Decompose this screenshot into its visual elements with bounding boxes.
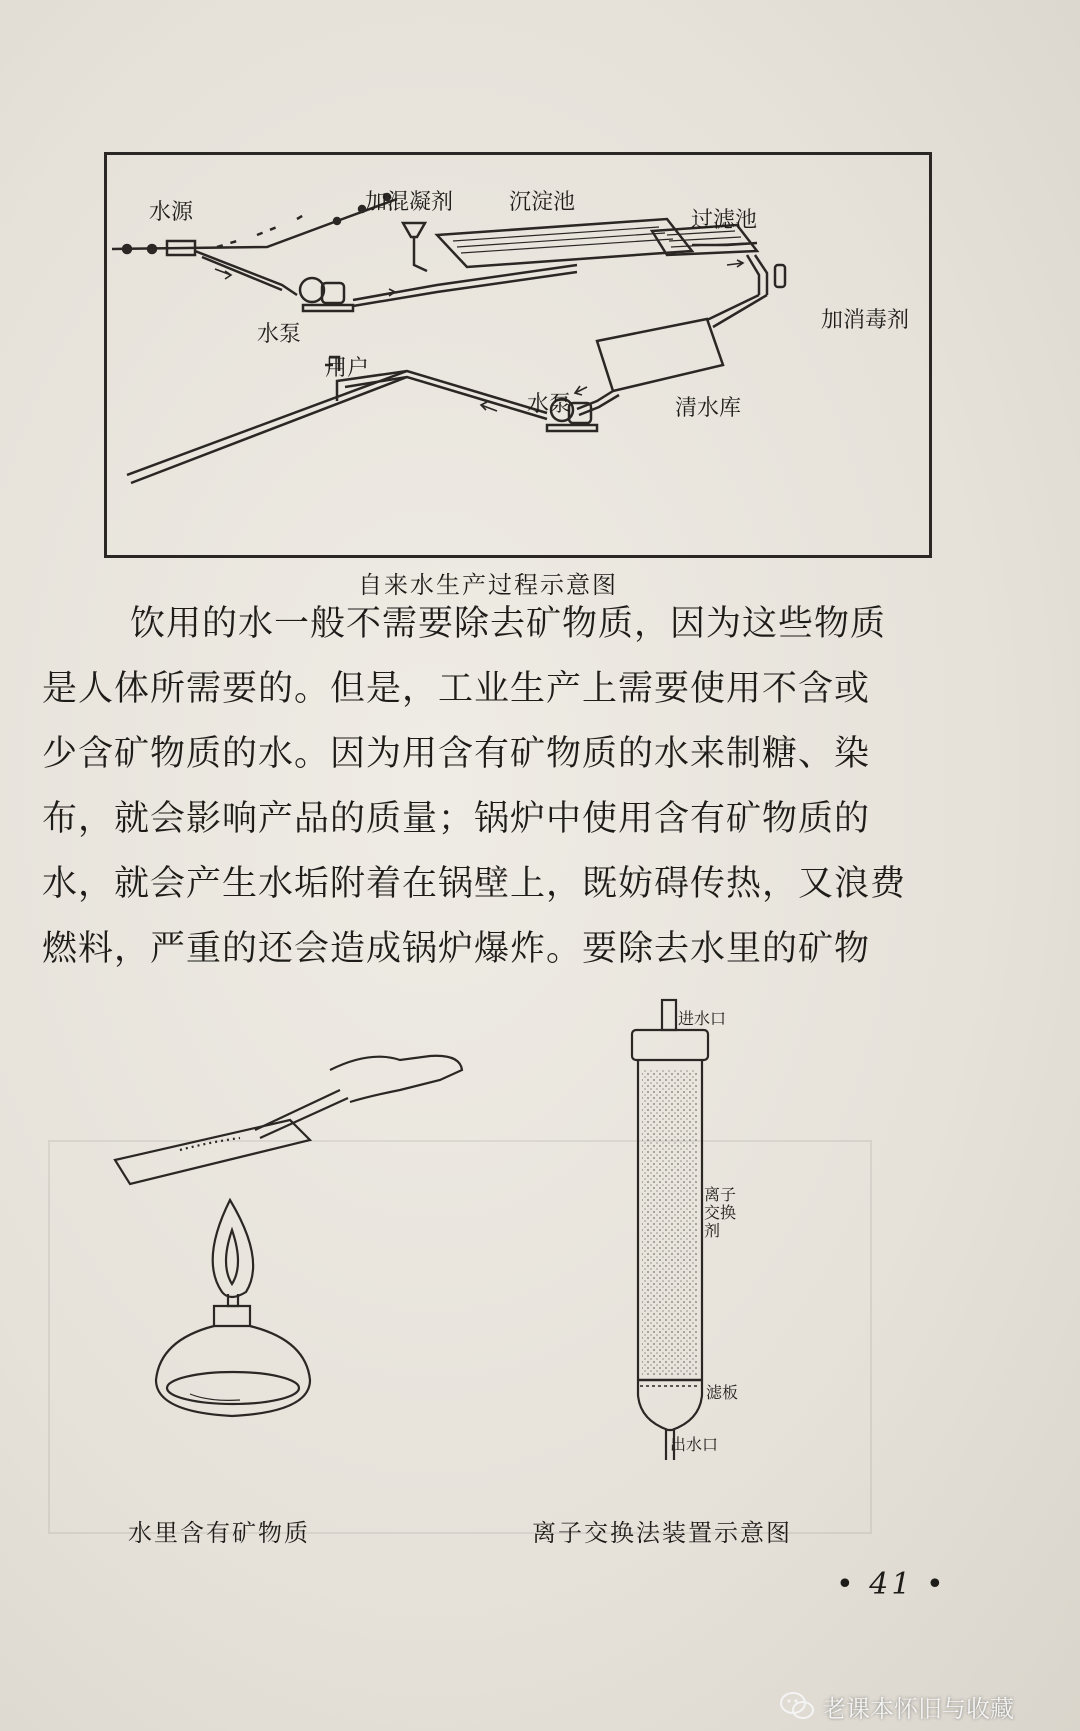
wechat-icon <box>780 1691 814 1721</box>
body-line: 是人体所需要的。但是，工业生产上需要使用不含或 <box>42 669 871 709</box>
label-user: 用户 <box>325 356 370 381</box>
label-settling-tank: 沉淀池 <box>509 190 576 215</box>
label-disinfectant: 加消毒剂 <box>821 308 910 333</box>
label-clean-reservoir: 清水库 <box>675 396 742 421</box>
figure-top-caption: 自来水生产过程示意图 <box>358 571 618 599</box>
label-filter-plate: 滤板 <box>706 1383 739 1402</box>
figure-right-caption: 离子交换法装置示意图 <box>532 1519 792 1547</box>
watermark <box>780 1688 1014 1724</box>
label-pump-2: 水泵 <box>527 392 572 417</box>
label-coagulant: 加混凝剂 <box>365 190 454 215</box>
ion-resin-dots <box>642 1070 698 1376</box>
body-paragraph <box>42 592 960 982</box>
label-ion-exchanger: 离子交换剂 <box>704 1185 737 1240</box>
page-number: • 41 • <box>836 1567 947 1602</box>
body-line: 燃料，严重的还会造成锅炉爆炸。要除去水里的矿物 <box>42 929 871 969</box>
figure-left-caption: 水里含有矿物质 <box>128 1519 310 1547</box>
label-pump-1: 水泵 <box>257 322 302 347</box>
body-line: 饮用的水一般不需要除去矿物质，因为这些物质 <box>130 604 887 644</box>
label-filter-tank: 过滤池 <box>691 208 758 233</box>
label-inlet: 进水口 <box>678 1009 727 1028</box>
water-process-figure <box>104 152 932 558</box>
label-outlet: 出水口 <box>670 1435 719 1454</box>
body-line: 布，就会影响产品的质量；锅炉中使用含有矿物质的 <box>42 799 871 839</box>
label-water-source: 水源 <box>149 200 194 225</box>
mineral-evaporation-figure <box>100 1030 460 1500</box>
body-line: 水，就会产生水垢附着在锅壁上，既妨碍传热，又浪费 <box>42 864 907 904</box>
watermark-text: 老课本怀旧与收藏 <box>822 1694 1014 1723</box>
body-line: 少含矿物质的水。因为用含有矿物质的水来制糖、染 <box>42 734 871 774</box>
